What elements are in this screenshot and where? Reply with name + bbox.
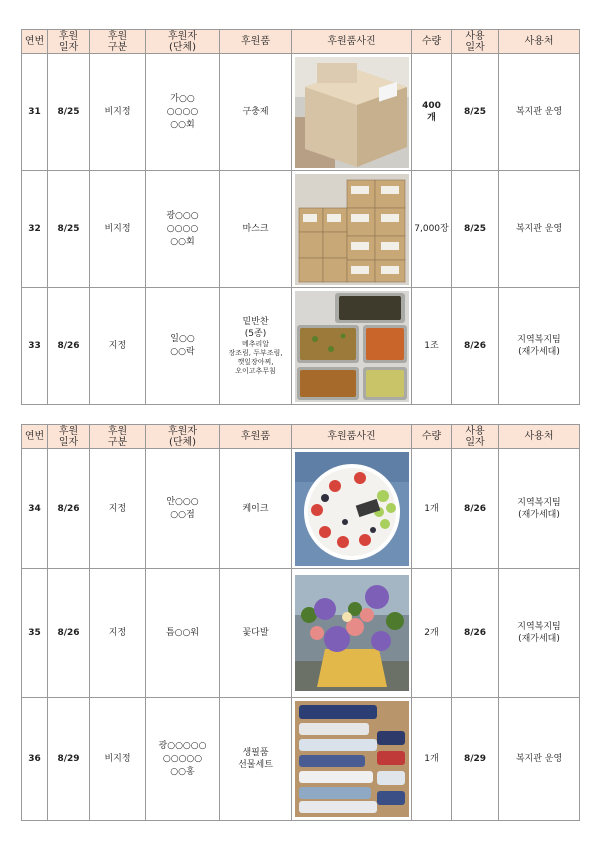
- row-no: 33: [22, 288, 48, 405]
- row-qty: 1개: [412, 449, 452, 569]
- row-qty: 7,000장: [412, 171, 452, 288]
- row-donor: 광○○○○○ ○○○○○ ○○홍: [146, 698, 220, 821]
- table-row: [22, 698, 580, 821]
- header-qty: 수량: [412, 30, 452, 54]
- row-place: 지역복지팀 (재가세대): [499, 449, 580, 569]
- donation-table-1: [21, 29, 580, 405]
- bouquet-photo: [295, 575, 409, 691]
- header-photo: 후원품사진: [292, 30, 412, 54]
- row-item: 밑반찬 (5종): [242, 317, 269, 339]
- row-donor: 틈○○워: [146, 569, 220, 698]
- header-type: 후원 구분: [90, 30, 146, 54]
- row-no: 35: [22, 569, 48, 698]
- row-qty: 1개: [412, 698, 452, 821]
- row-item: 꽃다발: [220, 569, 292, 698]
- row-donor: 안○○○ ○○점: [146, 449, 220, 569]
- row-item: 케이크: [220, 449, 292, 569]
- row-date: 8/26: [48, 449, 90, 569]
- row-type: 비지정: [90, 171, 146, 288]
- header-no: 연번: [22, 30, 48, 54]
- row-item-cell: [220, 288, 292, 405]
- header-donor: 후원자 (단체): [146, 425, 220, 449]
- header-date: 후원 일자: [48, 30, 90, 54]
- row-place: 복지관 운영: [499, 171, 580, 288]
- header-item: 후원품: [220, 425, 292, 449]
- gift-set-photo: [295, 701, 409, 817]
- row-type: 지정: [90, 449, 146, 569]
- header-place: 사용처: [499, 30, 580, 54]
- cake-photo: [295, 452, 409, 566]
- header-qty: 수량: [412, 425, 452, 449]
- header-donor: 후원자 (단체): [146, 30, 220, 54]
- row-photo: [292, 698, 412, 821]
- header-no: 연번: [22, 425, 48, 449]
- row-place: 복지관 운영: [499, 698, 580, 821]
- row-photo: [292, 54, 412, 171]
- row-donor: 가○○ ○○○○ ○○회: [146, 54, 220, 171]
- row-use-date: 8/26: [452, 569, 499, 698]
- row-type: 비지정: [90, 698, 146, 821]
- header-place: 사용처: [499, 425, 580, 449]
- row-type: 지정: [90, 288, 146, 405]
- row-photo: [292, 171, 412, 288]
- row-item: 마스크: [220, 171, 292, 288]
- row-place: 지역복지팀 (재가세대): [499, 569, 580, 698]
- row-place: 복지관 운영: [499, 54, 580, 171]
- row-no: 32: [22, 171, 48, 288]
- row-date: 8/26: [48, 288, 90, 405]
- row-no: 34: [22, 449, 48, 569]
- row-item-detail: 메추리알 장조림, 두부조림, 깻잎장아찌, 오이고추무침: [228, 340, 283, 375]
- row-type: 비지정: [90, 54, 146, 171]
- header-type: 후원 구분: [90, 425, 146, 449]
- donation-table-2: [21, 424, 580, 821]
- side-dishes-photo: [295, 291, 409, 402]
- row-type: 지정: [90, 569, 146, 698]
- row-photo: [292, 569, 412, 698]
- row-use-date: 8/25: [452, 54, 499, 171]
- row-qty: 400 개: [412, 54, 452, 171]
- row-no: 36: [22, 698, 48, 821]
- table-row: [22, 288, 580, 405]
- table-header-row: [22, 425, 580, 449]
- row-use-date: 8/26: [452, 288, 499, 405]
- header-use-date: 사용 일자: [452, 30, 499, 54]
- table-row: [22, 449, 580, 569]
- table-row: [22, 171, 580, 288]
- boxes-photo: [295, 57, 409, 168]
- header-photo: 후원품사진: [292, 425, 412, 449]
- table-row: [22, 54, 580, 171]
- row-no: 31: [22, 54, 48, 171]
- row-item: 생필품 선물세트: [220, 698, 292, 821]
- row-item: 구충제: [220, 54, 292, 171]
- table-header-row: [22, 30, 580, 54]
- row-use-date: 8/25: [452, 171, 499, 288]
- row-qty: 1조: [412, 288, 452, 405]
- row-qty: 2개: [412, 569, 452, 698]
- header-item: 후원품: [220, 30, 292, 54]
- row-donor: 광○○○ ○○○○ ○○회: [146, 171, 220, 288]
- row-date: 8/26: [48, 569, 90, 698]
- row-place: 지역복지팀 (재가세대): [499, 288, 580, 405]
- header-use-date: 사용 일자: [452, 425, 499, 449]
- table-row: [22, 569, 580, 698]
- header-date: 후원 일자: [48, 425, 90, 449]
- mask-boxes-photo: [295, 174, 409, 285]
- row-photo: [292, 449, 412, 569]
- row-date: 8/25: [48, 54, 90, 171]
- row-photo: [292, 288, 412, 405]
- row-use-date: 8/26: [452, 449, 499, 569]
- row-donor: 일○○ ○○락: [146, 288, 220, 405]
- row-date: 8/29: [48, 698, 90, 821]
- row-date: 8/25: [48, 171, 90, 288]
- row-use-date: 8/29: [452, 698, 499, 821]
